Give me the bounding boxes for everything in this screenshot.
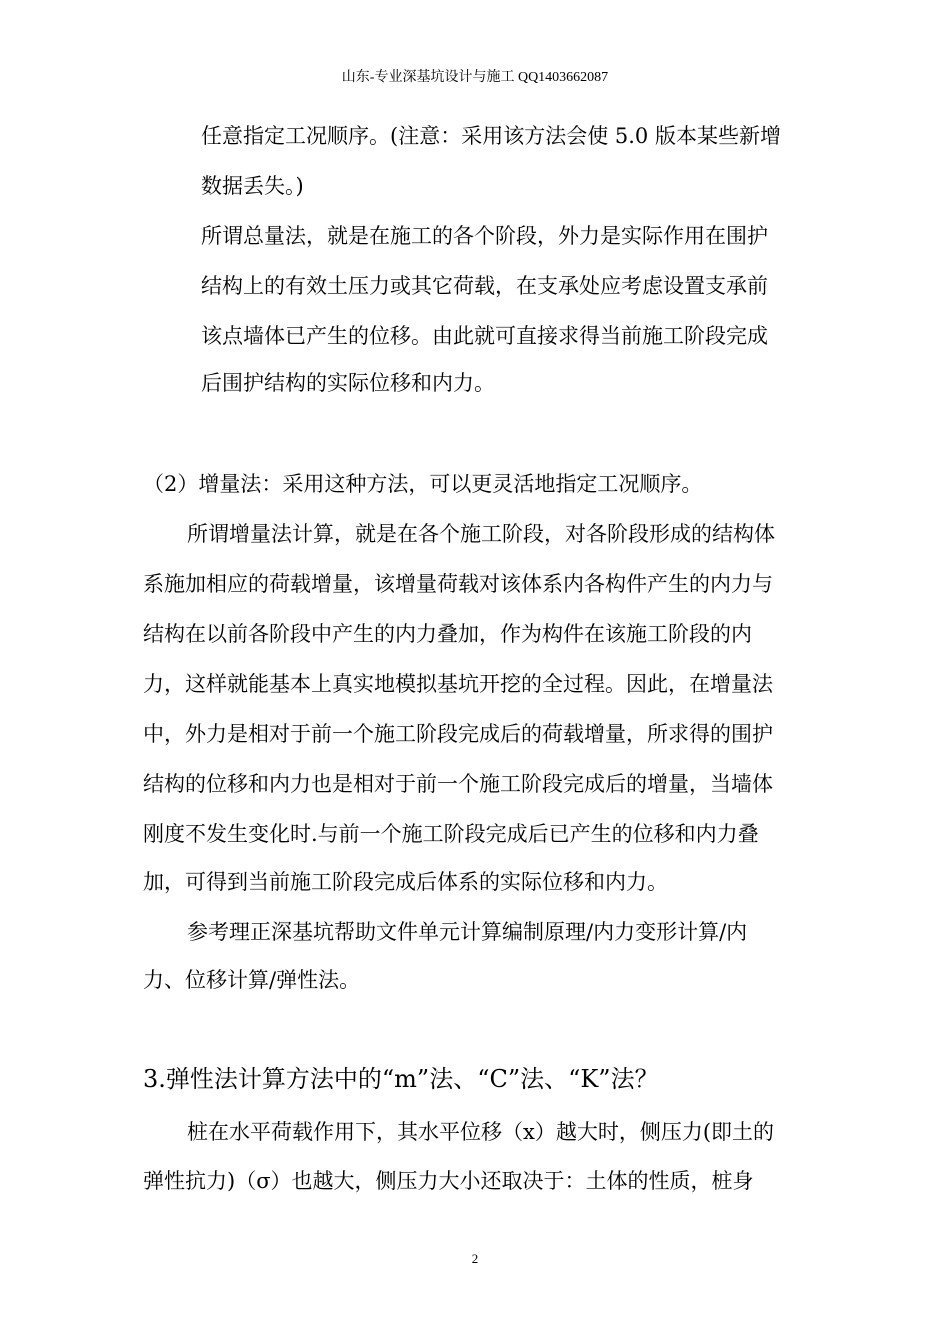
text-line: 该点墙体已产生的位移。由此就可直接求得当前施工阶段完成 [201,324,768,348]
section-heading: 3.弹性法计算方法中的“m”法、“C”法、“K”法？ [143,1065,659,1093]
page-header: 山东-专业深基坑设计与施工 QQ1403662087 [341,70,609,85]
text-line: 中，外力是相对于前一个施工阶段完成后的荷载增量，所求得的围护 [143,722,773,746]
text-line: 弹性抗力)（σ）也越大，侧压力大小还取决于：土体的性质，桩身 [143,1169,754,1193]
text-line: 刚度不发生变化时.与前一个施工阶段完成后已产生的位移和内力叠 [143,822,759,846]
text-line: 结构上的有效土压力或其它荷载，在支承处应考虑设置支承前 [201,274,768,298]
reference-line: 参考理正深基坑帮助文件单元计算编制原理/内力变形计算/内 [187,920,748,944]
subsection-title: （2）增量法：采用这种方法，可以更灵活地指定工况顺序。 [143,472,703,496]
text-line: 所谓增量法计算，就是在各个施工阶段，对各阶段形成的结构体 [187,522,775,546]
text-line: 结构的位移和内力也是相对于前一个施工阶段完成后的增量，当墙体 [143,772,773,796]
text-line: 所谓总量法，就是在施工的各个阶段，外力是实际作用在围护 [201,224,768,248]
text-line: 数据丢失。) [201,174,304,198]
text-line: 系施加相应的荷载增量，该增量荷载对该体系内各构件产生的内力与 [143,572,773,596]
text-line: 力，这样就能基本上真实地模拟基坑开挖的全过程。因此，在增量法 [143,672,773,696]
page-number: 2 [471,1251,479,1266]
text-line: 结构在以前各阶段中产生的内力叠加，作为构件在该施工阶段的内 [143,622,752,646]
reference-line: 力、位移计算/弹性法。 [143,968,361,992]
text-line: 加，可得到当前施工阶段完成后体系的实际位移和内力。 [143,870,668,894]
text-line: 桩在水平荷载作用下，其水平位移（x）越大时，侧压力(即土的 [187,1120,775,1144]
text-line: 任意指定工况顺序。(注意：采用该方法会使 5.0 版本某些新增 [201,124,781,148]
text-line: 后围护结构的实际位移和内力。 [201,371,495,395]
